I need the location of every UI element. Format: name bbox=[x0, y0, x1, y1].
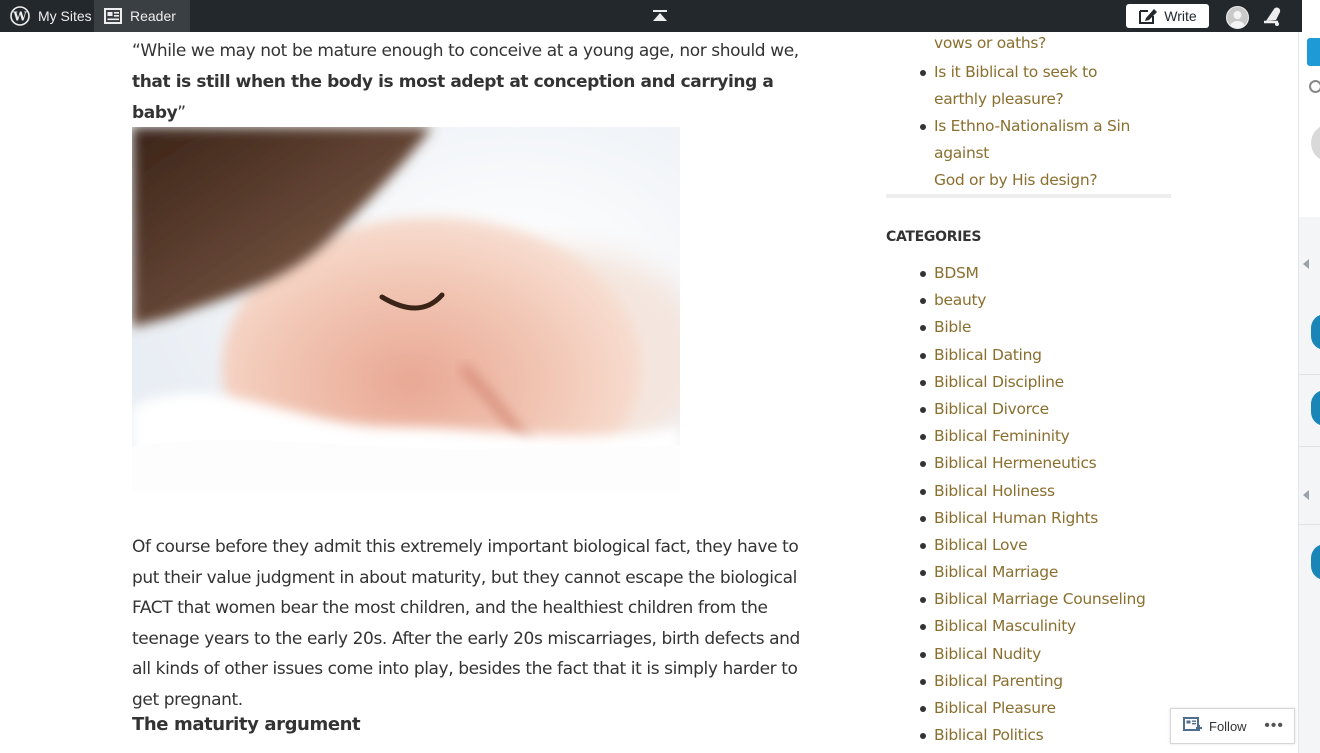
category-link[interactable]: Biblical Pleasure bbox=[886, 695, 1176, 722]
reader-label: Reader bbox=[130, 8, 176, 24]
divider bbox=[1299, 446, 1320, 447]
chevron-left-icon[interactable] bbox=[1303, 259, 1309, 269]
search-icon[interactable] bbox=[1309, 80, 1320, 93]
divider bbox=[1299, 524, 1320, 525]
user-avatar[interactable] bbox=[1226, 6, 1249, 29]
follow-button[interactable]: Follow bbox=[1209, 718, 1247, 734]
blog-avatar[interactable] bbox=[1311, 390, 1320, 426]
recent-post-link[interactable]: Is Ethno-Nationalism a Sin against God or by His design? bbox=[886, 113, 1176, 194]
category-link[interactable]: BDSM bbox=[886, 260, 1176, 287]
wordpress-logo-icon bbox=[10, 6, 30, 26]
categories-title: CATEGORIES bbox=[886, 229, 982, 245]
chevron-left-icon[interactable] bbox=[1303, 490, 1309, 500]
category-link[interactable]: Biblical Femininity bbox=[886, 423, 1176, 450]
category-link[interactable]: Biblical Masculinity bbox=[886, 613, 1176, 640]
category-link[interactable]: Biblical Human Rights bbox=[886, 505, 1176, 532]
follow-bar bbox=[1170, 708, 1295, 744]
my-sites-label: My Sites bbox=[38, 8, 92, 24]
write-icon bbox=[1138, 7, 1158, 25]
admin-bar bbox=[0, 0, 1302, 32]
scroll-top-icon bbox=[653, 10, 667, 22]
category-link[interactable]: Bible bbox=[886, 314, 1176, 341]
article-paragraph: Of course before they admit this extremely important biological fact, they have to put their value judgment in about maturity, but they cannot escape the biological FACT that women bear the most children, and the healthiest children from the teenage years to the early 20s. After the early 20s miscarriages, birth defects and all kinds of other issues come into play, besides the fact that it is simply harder to get pregnant. bbox=[132, 537, 800, 710]
category-link[interactable]: Biblical Dating bbox=[886, 342, 1176, 369]
write-button[interactable] bbox=[1126, 4, 1209, 28]
pull-quote bbox=[132, 36, 812, 129]
category-link[interactable]: Biblical Parenting bbox=[886, 668, 1176, 695]
recent-post-link[interactable]: Is it Biblical to seek to earthly pleasure? bbox=[886, 59, 1176, 113]
quote-bold-text: that is still when the body is most adept at conception and carrying a baby bbox=[132, 72, 774, 123]
section-heading: The maturity argument bbox=[132, 714, 361, 735]
svg-text:W: W bbox=[13, 9, 27, 24]
recent-post-link[interactable]: vows or oaths? bbox=[934, 34, 1047, 52]
category-link[interactable]: Biblical Divorce bbox=[886, 396, 1176, 423]
category-link[interactable]: beauty bbox=[886, 287, 1176, 314]
category-link[interactable]: Biblical Nudity bbox=[886, 641, 1176, 668]
blog-avatar[interactable] bbox=[1311, 544, 1320, 580]
sleeping-baby-image bbox=[132, 127, 680, 492]
scroll-to-top-button[interactable] bbox=[650, 0, 670, 32]
category-link[interactable]: Biblical Holiness bbox=[886, 478, 1176, 505]
widget-divider bbox=[886, 194, 1171, 198]
categories-list bbox=[886, 260, 1176, 749]
category-link[interactable]: Biblical Discipline bbox=[886, 369, 1176, 396]
category-link[interactable]: Biblical Love bbox=[886, 532, 1176, 559]
notifications-icon[interactable] bbox=[1262, 5, 1286, 27]
category-link[interactable]: Biblical Hermeneutics bbox=[886, 450, 1176, 477]
quote-text: “While we may not be mature enough to conceive at a young age, nor should we, bbox=[132, 41, 799, 61]
recent-posts-list bbox=[886, 32, 1176, 194]
divider bbox=[1299, 374, 1320, 375]
quote-close: ” bbox=[177, 103, 186, 123]
more-options-button[interactable]: ••• bbox=[1264, 717, 1284, 734]
side-panel bbox=[1298, 32, 1320, 753]
reader-button[interactable] bbox=[94, 0, 190, 32]
category-link[interactable]: Biblical Marriage bbox=[886, 559, 1176, 586]
category-link[interactable]: Biblical Marriage Counseling bbox=[886, 586, 1176, 613]
category-link[interactable]: Biblical Politics bbox=[886, 722, 1176, 749]
article-image bbox=[132, 127, 680, 492]
my-sites-button[interactable] bbox=[0, 0, 94, 32]
side-panel-button[interactable] bbox=[1307, 38, 1320, 66]
follow-reader-icon bbox=[1183, 717, 1203, 735]
reader-icon bbox=[104, 8, 122, 24]
blog-avatar[interactable] bbox=[1311, 314, 1320, 350]
avatar-icon bbox=[1227, 7, 1248, 28]
write-label: Write bbox=[1164, 8, 1197, 24]
